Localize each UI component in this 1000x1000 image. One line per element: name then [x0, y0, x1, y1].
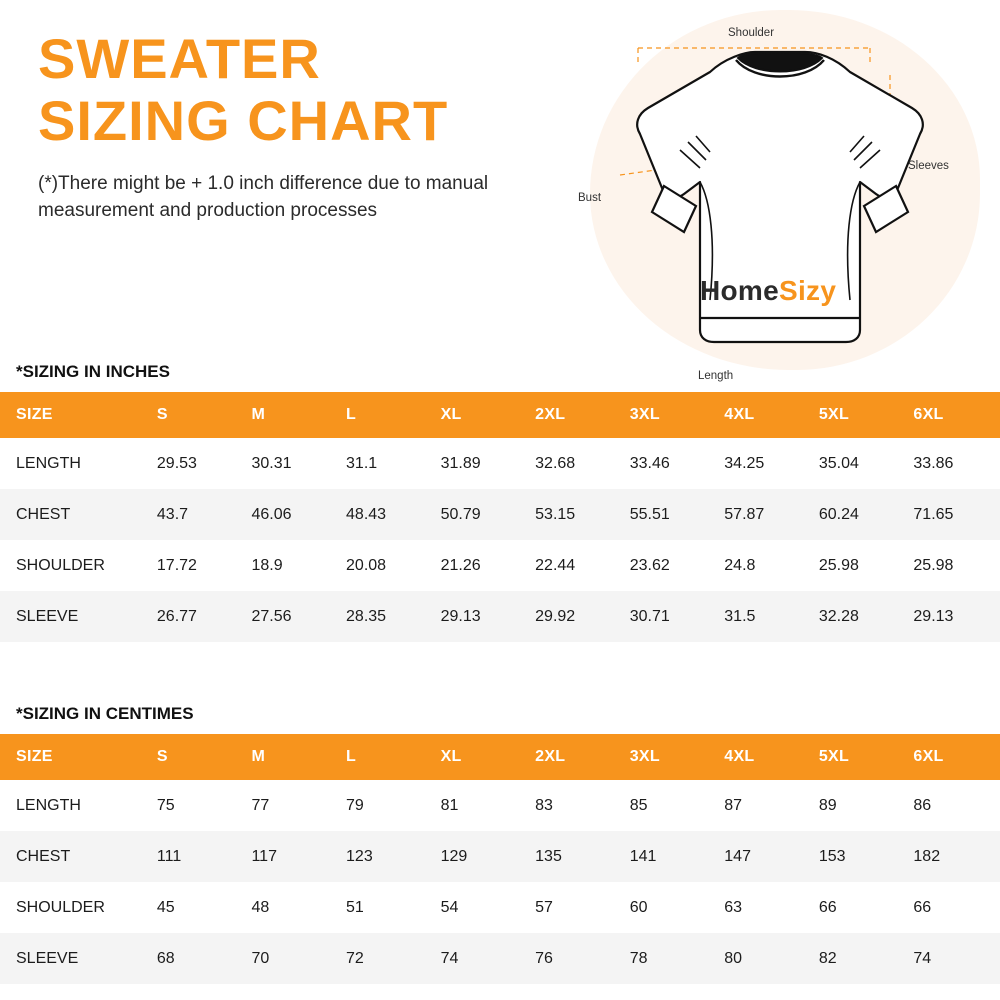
cell: 43.7	[156, 505, 189, 523]
cell: 24.8	[724, 556, 756, 574]
table-row	[0, 489, 1000, 540]
cell: 70	[251, 949, 270, 967]
cell: 81	[440, 796, 459, 814]
section-centimeters	[0, 704, 1000, 984]
cell: 18.9	[251, 556, 283, 574]
column-header-s: S	[149, 392, 244, 438]
cell: 86	[913, 796, 932, 814]
brand-text-home: Home	[700, 275, 779, 306]
cell: 32.28	[818, 607, 859, 625]
cell: 48	[251, 898, 270, 916]
cell: 51	[346, 898, 364, 916]
cell: 66	[913, 898, 932, 916]
cell: 87	[724, 796, 743, 814]
cell: 29.53	[156, 454, 197, 472]
cell: 29.92	[535, 607, 576, 625]
brand-logo	[700, 275, 836, 307]
column-header-6xl: 6XL	[905, 734, 1000, 780]
cell: 123	[346, 847, 373, 865]
cell: 31.5	[724, 607, 756, 625]
cell: 182	[913, 847, 941, 865]
column-header-size: SIZE	[0, 734, 149, 780]
column-header-2xl: 2XL	[527, 392, 622, 438]
cell: 117	[251, 847, 277, 865]
cell: 76	[535, 949, 553, 967]
cell: 31.89	[440, 454, 481, 472]
column-header-4xl: 4XL	[716, 734, 811, 780]
cell: 50.79	[440, 505, 481, 523]
cell: 71.65	[913, 505, 954, 523]
row-label: SHOULDER	[16, 556, 105, 574]
cell: 135	[535, 847, 562, 865]
cell: 30.71	[629, 607, 670, 625]
cell: 74	[913, 949, 932, 967]
cell: 78	[629, 949, 648, 967]
cell: 66	[818, 898, 837, 916]
cell: 89	[818, 796, 837, 814]
cell: 111	[156, 847, 182, 865]
cell: 46.06	[251, 505, 292, 523]
cell: 31.1	[346, 454, 378, 472]
row-label: SLEEVE	[16, 949, 79, 967]
cell: 45	[156, 898, 175, 916]
cell: 28.35	[346, 607, 387, 625]
column-header-5xl: 5XL	[811, 392, 906, 438]
table-row	[0, 438, 1000, 489]
column-header-xl: XL	[433, 734, 528, 780]
row-label: SLEEVE	[16, 607, 79, 625]
cell: 57	[535, 898, 553, 916]
column-header-s: S	[149, 734, 244, 780]
table-row	[0, 831, 1000, 882]
cell: 77	[251, 796, 270, 814]
cell: 33.86	[913, 454, 954, 472]
measurement-note: (*)There might be + 1.0 inch difference due to manual measurement and production processes	[38, 173, 489, 221]
cell: 48.43	[346, 505, 387, 523]
table-header-row	[0, 734, 1000, 780]
table-row	[0, 933, 1000, 984]
cell: 75	[156, 796, 175, 814]
cell: 83	[535, 796, 553, 814]
cell: 153	[818, 847, 846, 865]
cell: 29.13	[913, 607, 954, 625]
cell: 34.25	[724, 454, 765, 472]
page-title-line-1: SWEATER	[38, 27, 321, 90]
table-row	[0, 882, 1000, 933]
column-header-l: L	[338, 734, 433, 780]
cell: 85	[629, 796, 648, 814]
table-row	[0, 780, 1000, 831]
section-title-centimeters: *SIZING IN CENTIMES	[16, 704, 194, 723]
column-header-l: L	[338, 392, 433, 438]
cell: 25.98	[818, 556, 859, 574]
cell: 26.77	[156, 607, 197, 625]
cell: 129	[440, 847, 468, 865]
cell: 27.56	[251, 607, 292, 625]
column-header-m: M	[243, 392, 338, 438]
row-label: CHEST	[16, 847, 71, 865]
cell: 33.46	[629, 454, 670, 472]
column-header-6xl: 6XL	[905, 392, 1000, 438]
cell: 74	[440, 949, 459, 967]
cell: 22.44	[535, 556, 576, 574]
cell: 21.26	[440, 556, 481, 574]
cell: 35.04	[818, 454, 859, 472]
brand-text-sizy: Sizy	[779, 275, 837, 306]
column-header-size: SIZE	[0, 392, 149, 438]
column-header-5xl: 5XL	[811, 734, 906, 780]
column-header-4xl: 4XL	[716, 392, 811, 438]
cell: 68	[156, 949, 175, 967]
section-title-inches: *SIZING IN INCHES	[16, 362, 170, 381]
cell: 80	[724, 949, 743, 967]
cell: 147	[724, 847, 751, 865]
column-header-3xl: 3XL	[622, 734, 717, 780]
cell: 25.98	[913, 556, 954, 574]
table-header-row	[0, 392, 1000, 438]
row-label: CHEST	[16, 505, 71, 523]
cell: 82	[818, 949, 837, 967]
section-inches	[0, 362, 1000, 642]
row-label: LENGTH	[16, 796, 81, 814]
cell: 55.51	[629, 505, 670, 523]
column-header-m: M	[243, 734, 338, 780]
label-bust: Bust	[578, 192, 602, 204]
sweater-illustration	[560, 0, 1000, 380]
cell: 53.15	[535, 505, 576, 523]
cell: 60	[629, 898, 648, 916]
cell: 63	[724, 898, 743, 916]
column-header-3xl: 3XL	[622, 392, 717, 438]
table-row	[0, 591, 1000, 642]
table-row	[0, 540, 1000, 591]
cell: 79	[346, 796, 364, 814]
sizing-table-centimeters	[0, 734, 1000, 984]
sizing-table-inches	[0, 392, 1000, 642]
column-header-2xl: 2XL	[527, 734, 622, 780]
title-block	[38, 28, 598, 224]
column-header-xl: XL	[433, 392, 528, 438]
cell: 60.24	[818, 505, 859, 523]
cell: 57.87	[724, 505, 765, 523]
cell: 17.72	[156, 556, 197, 574]
row-label: SHOULDER	[16, 898, 105, 916]
cell: 54	[440, 898, 459, 916]
label-shoulder: Shoulder	[728, 27, 775, 39]
cell: 141	[629, 847, 657, 865]
cell: 23.62	[629, 556, 670, 574]
cell: 29.13	[440, 607, 481, 625]
cell: 30.31	[251, 454, 292, 472]
page-title-line-2: SIZING CHART	[38, 89, 449, 152]
sweater-drawing	[560, 0, 1000, 380]
row-label: LENGTH	[16, 454, 81, 472]
label-sleeves: Sleeves	[908, 160, 949, 172]
cell: 32.68	[535, 454, 576, 472]
cell: 72	[346, 949, 364, 967]
label-length: Length	[698, 370, 734, 382]
cell: 20.08	[346, 556, 387, 574]
